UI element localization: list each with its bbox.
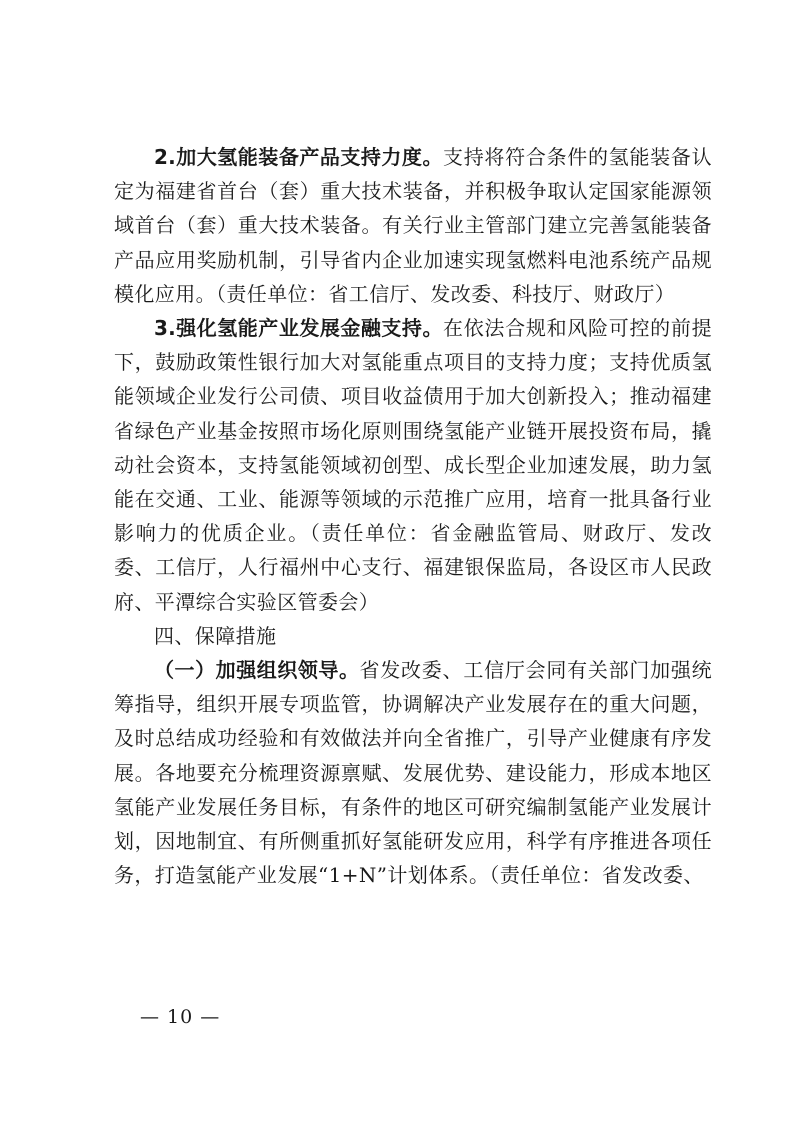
section-heading: 四、保障措施 [154, 623, 277, 648]
paragraph-text: 省发改委、工信厅会同有关部门加强统筹指导，组织开展专项监管，协调解决产业发展存在的重大问题，及时总结成功经验和有效做法并向全省推广，引导产业健康有序发展。各地要充分梳理资源禀赋、发展优势、建设能力，形成本地区氢能产业发展任务目标，有条件的地区可研究编制氢能产业发展计划，因地制宜、有所侧重抓好氢能研发应用，科学有序推进各项任务，打造氢能产业发展“1+N”计划体系。（责任单位：省发改委、 [114, 658, 713, 888]
page-number: — 10 — [140, 1006, 221, 1028]
document-body [114, 140, 712, 892]
paragraph-text: 支持将符合条件的氢能装备认定为福建省首台（套）重大技术装备，并积极争取认定国家能源领域首台（套）重大技术装备。有关行业主管部门建立完善氢能装备产品应用奖励机制，引导省内企业加速实现氢燃料电池系统产品规模化应用。（责任单位：省工信厅、发改委、科技厅、财政厅） [114, 145, 713, 306]
paragraph-text: 在依法合规和风险可控的前提下，鼓励政策性银行加大对氢能重点项目的支持力度；支持优质氢能领域企业发行公司债、项目收益债用于加大创新投入；推动福建省绿色产业基金按照市场化原则围绕氢能产业链开展投资布局，撬动社会资本，支持氢能领域初创型、成长型企业加速发展，助力氢能在交通、工业、能源等领域的示范推广应用，培育一批具备行业影响力的优质企业。（责任单位：省金融监管局、财政厅、发改委、工信厅，人行福州中心支行、福建银保监局，各设区市人民政府、平潭综合实验区管委会） [114, 316, 713, 614]
paragraph-organization-leadership [114, 653, 712, 892]
paragraph-equipment-support [114, 140, 712, 311]
paragraph-financial-support [114, 311, 712, 619]
paragraph-lead: （一）加强组织领导。 [154, 658, 360, 683]
paragraph-lead: 2.加大氢能装备产品支持力度。 [154, 145, 443, 169]
paragraph-lead: 3.强化氢能产业发展金融支持。 [154, 316, 443, 341]
